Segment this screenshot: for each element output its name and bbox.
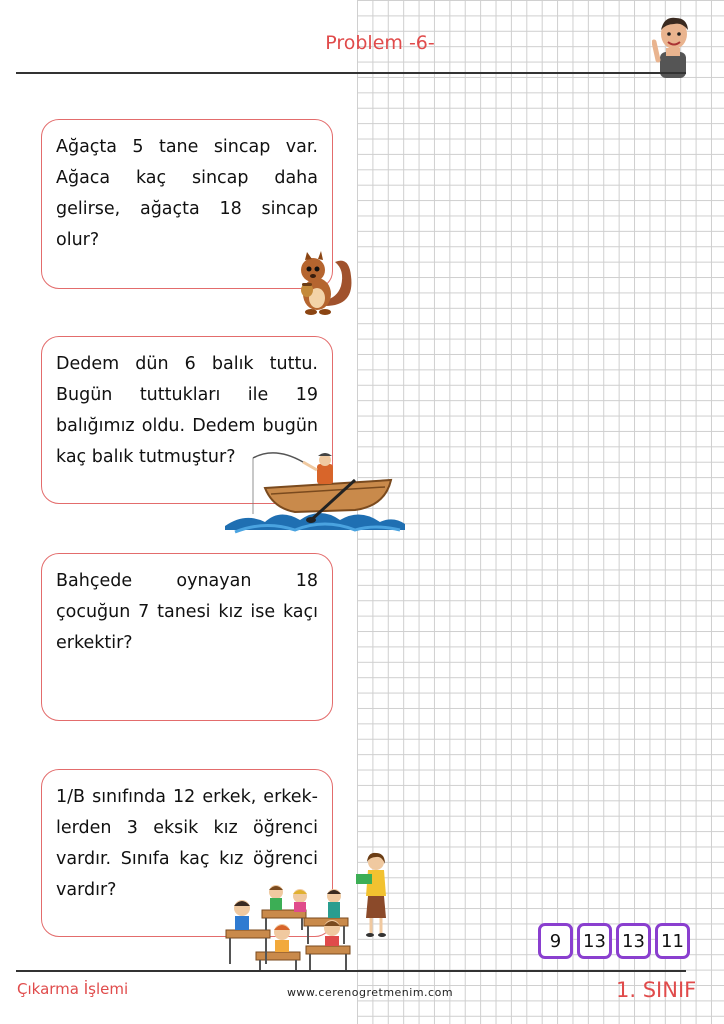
teacher-avatar-icon (652, 12, 696, 78)
squirrel-icon (285, 246, 357, 318)
answer-box-3: 13 (616, 923, 651, 959)
header-divider (16, 72, 686, 74)
fisherman-boat-icon (225, 450, 405, 536)
teacher-figure-icon (354, 852, 394, 938)
page-title: Problem -6- (325, 32, 435, 54)
answer-box-2: 13 (577, 923, 612, 959)
footer-topic: Çıkarma İşlemi (17, 980, 129, 998)
classroom-children-icon (222, 884, 357, 972)
problem-text-1: Ağaçta 5 tane sincap var. Ağaca kaç sincap daha gelirse, ağaçta 18 sincap olur? (56, 137, 318, 250)
answer-boxes (538, 923, 690, 959)
answer-box-1: 9 (538, 923, 573, 959)
footer-divider (16, 970, 686, 972)
problem-card-3 (41, 553, 333, 721)
problem-text-4: 1/B sınıfında 12 erkek, erkek-lerden 3 eksik kız öğrenci vardır. Sınıfa kaç kız öğrenci vardır? (56, 787, 318, 900)
problem-text-3: Bahçede oynayan 18 çocuğun 7 tanesi kız ise kaçı erkektir? (56, 571, 318, 653)
graph-paper-grid (357, 0, 724, 1024)
footer-website: www.cerenogretmenim.com (286, 986, 454, 999)
problem-text-2: Dedem dün 6 balık tuttu. Bugün tuttukları ile 19 balığımız oldu. Dedem bugün kaç balık tutmuştur? (56, 354, 318, 467)
footer-grade: 1. SINIF (616, 978, 697, 1002)
answer-box-4: 11 (655, 923, 690, 959)
